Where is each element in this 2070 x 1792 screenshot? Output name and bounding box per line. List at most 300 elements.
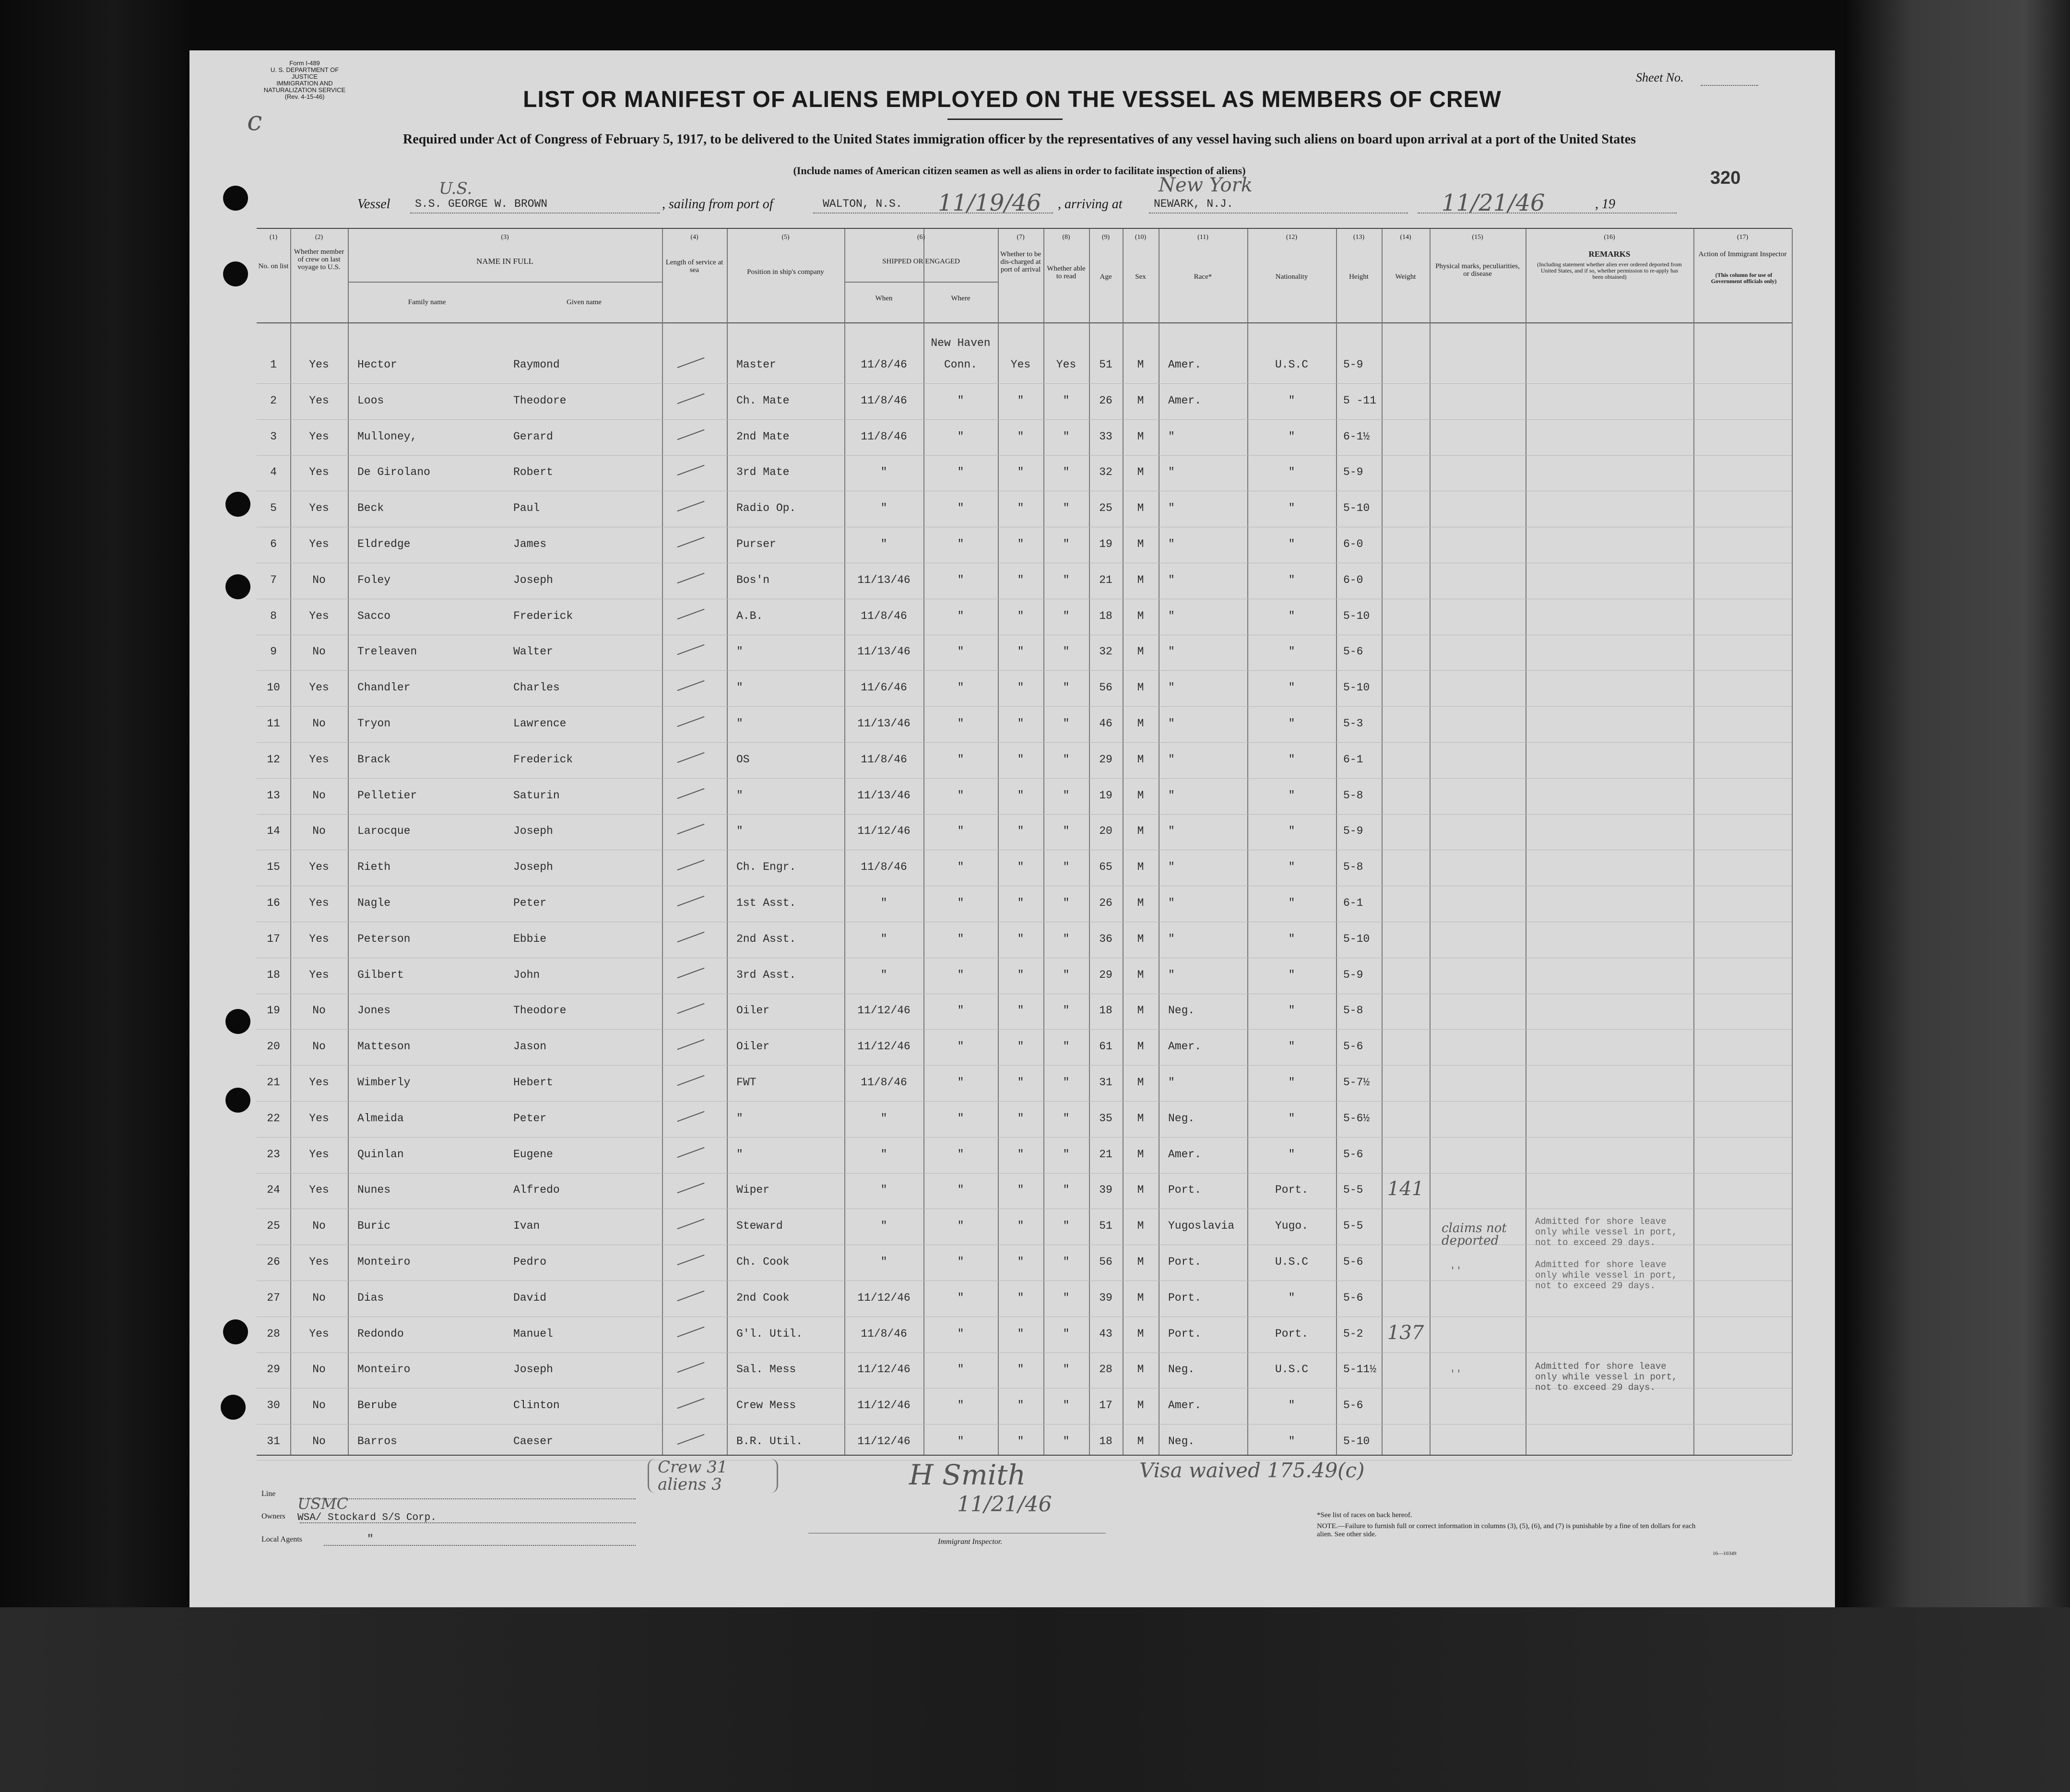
row-age: 56 bbox=[1099, 1256, 1112, 1268]
row-no: 7 bbox=[270, 573, 277, 586]
row-given-name: Joseph bbox=[513, 1363, 553, 1376]
row-given-name: Joseph bbox=[513, 825, 553, 838]
row-last-voyage: No bbox=[312, 717, 326, 730]
check-tick-icon bbox=[677, 1326, 704, 1337]
row-nationality: " bbox=[1288, 1112, 1295, 1125]
row-nationality: " bbox=[1288, 645, 1295, 658]
row-nationality: " bbox=[1288, 573, 1295, 586]
row-discharged: " bbox=[1017, 538, 1024, 550]
row-where: " bbox=[957, 1076, 964, 1089]
row-rule bbox=[257, 1173, 1792, 1174]
header-name-in-full: NAME IN FULL bbox=[476, 257, 533, 266]
row-age: 26 bbox=[1099, 897, 1112, 909]
row-family-name: Monteiro bbox=[357, 1363, 411, 1376]
row-last-voyage: Yes bbox=[309, 430, 329, 443]
row-no: 29 bbox=[267, 1363, 280, 1376]
header-when: When bbox=[875, 295, 893, 302]
row-when: 11/12/46 bbox=[857, 825, 911, 838]
punch-hole-icon bbox=[225, 574, 250, 599]
row-where: " bbox=[957, 466, 964, 479]
crew-count-note: Crew 31 aliens 3 bbox=[648, 1459, 778, 1493]
row-nationality: " bbox=[1288, 430, 1295, 443]
row-sex: M bbox=[1137, 717, 1144, 730]
row-position: Purser bbox=[736, 538, 776, 550]
row-position: 3rd Asst. bbox=[736, 968, 796, 981]
row-age: 31 bbox=[1099, 1076, 1112, 1089]
arriving-line bbox=[1149, 213, 1408, 214]
col-num: (11) bbox=[1197, 234, 1208, 241]
row-given-name: Caeser bbox=[513, 1435, 553, 1448]
row-sex: M bbox=[1137, 538, 1144, 550]
row-nationality: " bbox=[1288, 1399, 1295, 1412]
row-when: 11/8/46 bbox=[861, 753, 907, 766]
col-num: (9) bbox=[1101, 234, 1110, 241]
check-tick-icon bbox=[677, 932, 704, 942]
row-height: 5-3 bbox=[1343, 717, 1363, 730]
row-age: 20 bbox=[1099, 825, 1112, 838]
row-position: Sal. Mess bbox=[736, 1363, 796, 1376]
row-age: 65 bbox=[1099, 861, 1112, 874]
row-no: 15 bbox=[267, 861, 280, 874]
row-where: " bbox=[957, 717, 964, 730]
row-where: " bbox=[957, 1291, 964, 1304]
row-sex: M bbox=[1137, 394, 1144, 407]
row-no: 10 bbox=[267, 681, 280, 694]
row-given-name: Eugene bbox=[513, 1148, 553, 1161]
inspector-label: Immigrant Inspector. bbox=[938, 1538, 1003, 1546]
row-discharged: " bbox=[1017, 753, 1024, 766]
row-family-name: Gilbert bbox=[357, 968, 404, 981]
row-age: 51 bbox=[1099, 1220, 1112, 1233]
row-position: OS bbox=[736, 753, 750, 766]
row-nationality: " bbox=[1288, 1291, 1295, 1304]
row-family-name: De Girolano bbox=[357, 466, 430, 479]
row-height: 5-6½ bbox=[1343, 1112, 1370, 1125]
row-rule bbox=[257, 778, 1792, 779]
row-given-name: Clinton bbox=[513, 1399, 560, 1412]
row-where: " bbox=[957, 1040, 964, 1053]
row-when: " bbox=[880, 538, 887, 550]
col-num: (17) bbox=[1737, 234, 1749, 241]
row-last-voyage: No bbox=[312, 825, 326, 838]
row-nationality: U.S.C bbox=[1275, 1363, 1308, 1376]
row-when: 11/13/46 bbox=[857, 717, 911, 730]
row-no: 5 bbox=[270, 502, 277, 515]
header-family-name: Family name bbox=[408, 298, 446, 306]
check-tick-icon bbox=[677, 1255, 704, 1265]
row-sex: M bbox=[1137, 1220, 1144, 1233]
visa-waived-note: Visa waived 175.49(c) bbox=[1139, 1459, 1365, 1482]
row-family-name: Larocque bbox=[357, 825, 411, 838]
row-sex: M bbox=[1137, 1112, 1144, 1125]
row-sex: M bbox=[1137, 968, 1144, 981]
row-able-read: " bbox=[1063, 968, 1070, 981]
header-weight: Weight bbox=[1395, 273, 1416, 281]
row-nationality: " bbox=[1288, 897, 1295, 909]
col-num: (3) bbox=[501, 234, 509, 241]
row-last-voyage: No bbox=[312, 1004, 326, 1017]
row-last-voyage: No bbox=[312, 1363, 326, 1376]
row-where: " bbox=[957, 968, 964, 981]
remark-row-25: Admitted for shore leave only while vessel in port, not to exceed 29 days. bbox=[1535, 1259, 1678, 1291]
title-rule bbox=[947, 119, 1063, 120]
sheet-no-line bbox=[1701, 85, 1758, 86]
check-tick-icon bbox=[677, 752, 704, 763]
row-able-read: " bbox=[1063, 573, 1070, 586]
owners-label: Owners bbox=[261, 1512, 285, 1520]
row-position: Wiper bbox=[736, 1184, 770, 1197]
row-given-name: Ebbie bbox=[513, 932, 547, 945]
row-able-read: " bbox=[1063, 681, 1070, 694]
row-where: Conn. bbox=[944, 358, 977, 371]
row-nationality: " bbox=[1288, 681, 1295, 694]
punch-hole-icon bbox=[225, 492, 250, 517]
row-position: 1st Asst. bbox=[736, 897, 796, 909]
row-race: " bbox=[1168, 825, 1175, 838]
row-discharged: " bbox=[1017, 502, 1024, 515]
row-when: " bbox=[880, 1148, 887, 1161]
row-last-voyage: Yes bbox=[309, 1327, 329, 1340]
line-label: Line bbox=[261, 1490, 276, 1498]
row-sex: M bbox=[1137, 466, 1144, 479]
ditto-note: ' ' bbox=[1451, 1265, 1461, 1277]
header-discharged: Whether to be dis-charged at port of arrival bbox=[1000, 250, 1041, 273]
arriving-hand-note: New York bbox=[1159, 174, 1253, 196]
row-when: 11/8/46 bbox=[861, 609, 907, 622]
row-nationality: " bbox=[1288, 825, 1295, 838]
row-nationality: Port. bbox=[1275, 1184, 1308, 1197]
row-no: 18 bbox=[267, 968, 280, 981]
col-num: (1) bbox=[269, 234, 278, 241]
punch-hole-icon bbox=[223, 261, 248, 286]
service: IMMIGRATION AND NATURALIZATION SERVICE bbox=[263, 80, 346, 94]
row-height: 5-10 bbox=[1343, 1435, 1370, 1448]
row-last-voyage: Yes bbox=[309, 1184, 329, 1197]
header-position: Position in ship's company bbox=[747, 268, 824, 276]
row-where: " bbox=[957, 1220, 964, 1233]
check-tick-icon bbox=[677, 429, 704, 439]
row-race: Port. bbox=[1168, 1184, 1202, 1197]
row-discharged: " bbox=[1017, 1399, 1024, 1412]
row-able-read: " bbox=[1063, 1184, 1070, 1197]
row-race: Amer. bbox=[1168, 1399, 1202, 1412]
row-given-name: Frederick bbox=[513, 609, 573, 622]
row-age: 29 bbox=[1099, 968, 1112, 981]
row-position: G'l. Util. bbox=[736, 1327, 803, 1340]
row-height: 5-10 bbox=[1343, 609, 1370, 622]
check-tick-icon bbox=[677, 1398, 704, 1409]
row-when: 11/8/46 bbox=[861, 861, 907, 874]
row-where: " bbox=[957, 1435, 964, 1448]
row-height: 5-8 bbox=[1343, 861, 1363, 874]
row-race: " bbox=[1168, 1076, 1175, 1089]
row-nationality: " bbox=[1288, 538, 1295, 550]
row-able-read: " bbox=[1063, 1220, 1070, 1233]
row-sex: M bbox=[1137, 358, 1144, 371]
row-last-voyage: Yes bbox=[309, 502, 329, 515]
row-position: 2nd Asst. bbox=[736, 932, 796, 945]
row-last-voyage: Yes bbox=[309, 1148, 329, 1161]
inspector-date: 11/21/46 bbox=[957, 1492, 1052, 1517]
row-nationality: " bbox=[1288, 466, 1295, 479]
check-tick-icon bbox=[677, 501, 704, 511]
row-given-name: John bbox=[513, 968, 540, 981]
row-no: 13 bbox=[267, 789, 280, 802]
row-rule bbox=[257, 742, 1792, 743]
row-age: 18 bbox=[1099, 609, 1112, 622]
vessel-name: S.S. GEORGE W. BROWN bbox=[415, 198, 548, 210]
row-race: Yugoslavia bbox=[1168, 1220, 1235, 1233]
row-sex: M bbox=[1137, 1148, 1144, 1161]
row-given-name: Frederick bbox=[513, 753, 573, 766]
row-age: 46 bbox=[1099, 717, 1112, 730]
row-race: " bbox=[1168, 681, 1175, 694]
row-where: " bbox=[957, 645, 964, 658]
row-height: 5-6 bbox=[1343, 1040, 1363, 1053]
row-able-read: " bbox=[1063, 1256, 1070, 1268]
row-where: " bbox=[957, 609, 964, 622]
row-given-name: Pedro bbox=[513, 1256, 547, 1268]
punch-hole-icon bbox=[223, 1319, 248, 1344]
row-race: Neg. bbox=[1168, 1363, 1195, 1376]
row-race: Neg. bbox=[1168, 1004, 1195, 1017]
row-family-name: Pelletier bbox=[357, 789, 417, 802]
row-rule bbox=[257, 1137, 1792, 1138]
header-shipped-engaged: SHIPPED OR ENGAGED bbox=[882, 258, 960, 265]
row-age: 36 bbox=[1099, 932, 1112, 945]
col-num: (14) bbox=[1400, 234, 1411, 241]
row-position: Oiler bbox=[736, 1004, 770, 1017]
row-sex: M bbox=[1137, 573, 1144, 586]
col-num: (5) bbox=[781, 234, 790, 241]
row-race: " bbox=[1168, 932, 1175, 945]
scan-border-bottom bbox=[0, 1607, 2070, 1792]
header-given-name: Given name bbox=[567, 298, 602, 306]
row-height: 6-1½ bbox=[1343, 430, 1370, 443]
row-no: 3 bbox=[270, 430, 277, 443]
row-discharged: " bbox=[1017, 1291, 1024, 1304]
row-where: " bbox=[957, 1327, 964, 1340]
row-position: 2nd Cook bbox=[736, 1291, 790, 1304]
row-last-voyage: Yes bbox=[309, 609, 329, 622]
row-family-name: Monteiro bbox=[357, 1256, 411, 1268]
row-last-voyage: No bbox=[312, 1040, 326, 1053]
row-last-voyage: Yes bbox=[309, 466, 329, 479]
row-when: 11/13/46 bbox=[857, 645, 911, 658]
row-family-name: Wimberly bbox=[357, 1076, 411, 1089]
row-no: 28 bbox=[267, 1327, 280, 1340]
row-age: 56 bbox=[1099, 681, 1112, 694]
header-separator bbox=[257, 322, 1792, 323]
row-where: " bbox=[957, 897, 964, 909]
row-no: 12 bbox=[267, 753, 280, 766]
revision: (Rev. 4-15-46) bbox=[284, 93, 325, 100]
row-discharged: " bbox=[1017, 717, 1024, 730]
row-when: 11/6/46 bbox=[861, 681, 907, 694]
row-rule bbox=[257, 419, 1792, 420]
row-where: " bbox=[957, 1004, 964, 1017]
row-nationality: Port. bbox=[1275, 1327, 1308, 1340]
row-given-name: Hebert bbox=[513, 1076, 553, 1089]
row-discharged: " bbox=[1017, 789, 1024, 802]
row-race: " bbox=[1168, 466, 1175, 479]
vessel-label: Vessel bbox=[357, 197, 390, 212]
row-race: " bbox=[1168, 538, 1175, 550]
row-no: 11 bbox=[267, 717, 280, 730]
col-num: (8) bbox=[1062, 234, 1070, 241]
row-discharged: " bbox=[1017, 1184, 1024, 1197]
row-given-name: Charles bbox=[513, 681, 560, 694]
header-race: Race* bbox=[1194, 273, 1212, 281]
row-where: " bbox=[957, 1256, 964, 1268]
row-no: 16 bbox=[267, 897, 280, 909]
row-no: 22 bbox=[267, 1112, 280, 1125]
row-nationality: " bbox=[1288, 1148, 1295, 1161]
row-last-voyage: No bbox=[312, 1291, 326, 1304]
row-discharged: " bbox=[1017, 466, 1024, 479]
row-race: Port. bbox=[1168, 1256, 1202, 1268]
header-length-service: Length of service at sea bbox=[665, 259, 723, 274]
row-last-voyage: Yes bbox=[309, 1076, 329, 1089]
check-tick-icon bbox=[677, 1219, 704, 1229]
row-given-name: Gerard bbox=[513, 430, 553, 443]
row-given-name: Theodore bbox=[513, 1004, 567, 1017]
arriving-label: , arriving at bbox=[1058, 197, 1123, 212]
row-age: 19 bbox=[1099, 538, 1112, 550]
year-label: , 19 bbox=[1595, 197, 1615, 212]
row-height: 5-9 bbox=[1343, 825, 1363, 838]
row-height: 5-8 bbox=[1343, 1004, 1363, 1017]
sailing-date: 11/19/46 bbox=[938, 190, 1041, 216]
department: U. S. DEPARTMENT OF JUSTICE bbox=[270, 66, 339, 80]
row-able-read: Yes bbox=[1056, 358, 1076, 371]
row-last-voyage: Yes bbox=[309, 932, 329, 945]
row-position: " bbox=[736, 789, 743, 802]
row-where: " bbox=[957, 1112, 964, 1125]
row-race: " bbox=[1168, 717, 1175, 730]
row-discharged: " bbox=[1017, 932, 1024, 945]
row-race: " bbox=[1168, 753, 1175, 766]
row-given-name: Joseph bbox=[513, 861, 553, 874]
row-height: 5-8 bbox=[1343, 789, 1363, 802]
row-last-voyage: Yes bbox=[309, 861, 329, 874]
row-able-read: " bbox=[1063, 466, 1070, 479]
row-no: 23 bbox=[267, 1148, 280, 1161]
row-position: 3rd Mate bbox=[736, 466, 790, 479]
row-position: " bbox=[736, 681, 743, 694]
sailing-port: WALTON, N.S. bbox=[823, 198, 902, 210]
row-position: " bbox=[736, 645, 743, 658]
check-tick-icon bbox=[677, 788, 704, 798]
row-family-name: Almeida bbox=[357, 1112, 404, 1125]
row-able-read: " bbox=[1063, 1435, 1070, 1448]
row-race: " bbox=[1168, 789, 1175, 802]
row-where: " bbox=[957, 1399, 964, 1412]
row-when: 11/8/46 bbox=[861, 1076, 907, 1089]
row-position: Bos'n bbox=[736, 573, 770, 586]
row-when: " bbox=[880, 1220, 887, 1233]
row-family-name: Matteson bbox=[357, 1040, 411, 1053]
races-note: *See list of races on back hereof. bbox=[1317, 1511, 1412, 1519]
scan-border-left bbox=[0, 0, 189, 1631]
row-when: 11/13/46 bbox=[857, 789, 911, 802]
row-height: 5-9 bbox=[1343, 358, 1363, 371]
row-rule bbox=[257, 1029, 1792, 1030]
row-no: 20 bbox=[267, 1040, 280, 1053]
row-when: " bbox=[880, 968, 887, 981]
check-tick-icon bbox=[677, 1111, 704, 1122]
row-able-read: " bbox=[1063, 645, 1070, 658]
row-no: 30 bbox=[267, 1399, 280, 1412]
row-sex: M bbox=[1137, 1184, 1144, 1197]
row-sex: M bbox=[1137, 1256, 1144, 1268]
row-height: 5-5 bbox=[1343, 1184, 1363, 1197]
row-able-read: " bbox=[1063, 538, 1070, 550]
row-nationality: " bbox=[1288, 1076, 1295, 1089]
row-height: 5 -11 bbox=[1343, 394, 1377, 407]
row-no: 17 bbox=[267, 932, 280, 945]
row-able-read: " bbox=[1063, 1363, 1070, 1376]
row-age: 29 bbox=[1099, 753, 1112, 766]
row-discharged: " bbox=[1017, 645, 1024, 658]
remark-row-28: Admitted for shore leave only while vessel in port, not to exceed 29 days. bbox=[1535, 1361, 1678, 1393]
row-given-name: Paul bbox=[513, 502, 540, 515]
header-height: Height bbox=[1349, 273, 1369, 281]
page-number: 320 bbox=[1710, 168, 1741, 188]
row-nationality: " bbox=[1288, 1040, 1295, 1053]
row-no: 14 bbox=[267, 825, 280, 838]
row-family-name: Buric bbox=[357, 1220, 391, 1233]
row-last-voyage: No bbox=[312, 1435, 326, 1448]
col-num: (2) bbox=[315, 234, 323, 241]
row-given-name: Raymond bbox=[513, 358, 560, 371]
row-race: " bbox=[1168, 645, 1175, 658]
check-tick-icon bbox=[677, 537, 704, 547]
row-able-read: " bbox=[1063, 430, 1070, 443]
row-last-voyage: Yes bbox=[309, 1256, 329, 1268]
row-race: " bbox=[1168, 502, 1175, 515]
row-when: 11/8/46 bbox=[861, 394, 907, 407]
row-position: Steward bbox=[736, 1220, 783, 1233]
row-position: " bbox=[736, 1112, 743, 1125]
row-sex: M bbox=[1137, 1399, 1144, 1412]
ditto-note: ' ' bbox=[1451, 1368, 1461, 1380]
row-rule bbox=[257, 670, 1792, 671]
row-where: " bbox=[957, 825, 964, 838]
row-race: Amer. bbox=[1168, 394, 1202, 407]
row-sex: M bbox=[1137, 753, 1144, 766]
row-race: " bbox=[1168, 430, 1175, 443]
row-age: 17 bbox=[1099, 1399, 1112, 1412]
row-when: 11/12/46 bbox=[857, 1363, 911, 1376]
row-age: 61 bbox=[1099, 1040, 1112, 1053]
row-position: Ch. Engr. bbox=[736, 861, 796, 874]
row-rule bbox=[257, 706, 1792, 707]
check-tick-icon bbox=[677, 967, 704, 978]
row-height: 6-1 bbox=[1343, 753, 1363, 766]
row-family-name: Barros bbox=[357, 1435, 397, 1448]
row-age: 28 bbox=[1099, 1363, 1112, 1376]
row-no: 26 bbox=[267, 1256, 280, 1268]
row-race: " bbox=[1168, 609, 1175, 622]
row-position: Ch. Mate bbox=[736, 394, 790, 407]
row-height: 5-9 bbox=[1343, 968, 1363, 981]
row-when: 11/12/46 bbox=[857, 1435, 911, 1448]
row-no: 9 bbox=[270, 645, 277, 658]
row-rule bbox=[257, 455, 1792, 456]
row-able-read: " bbox=[1063, 825, 1070, 838]
row-able-read: " bbox=[1063, 1040, 1070, 1053]
